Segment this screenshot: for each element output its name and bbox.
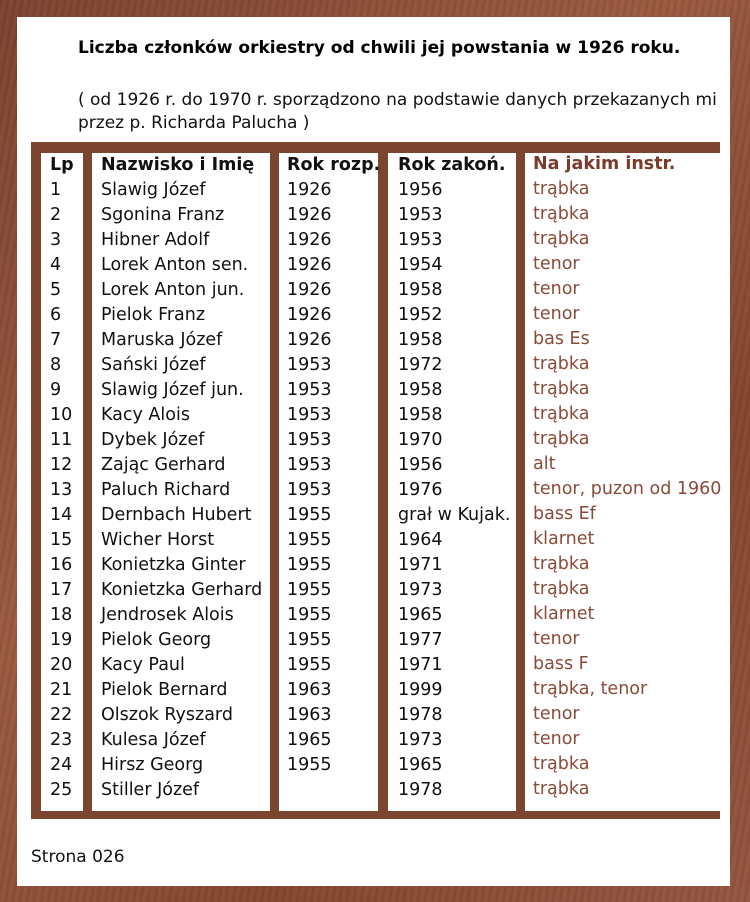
cell-name: Kulesa Józef <box>101 730 206 750</box>
cell-lp: 23 <box>50 730 73 750</box>
cell-instrument: trąbka <box>533 554 590 574</box>
cell-name: Zając Gerhard <box>101 455 226 475</box>
cell-end-year: 1965 <box>398 755 443 775</box>
cell-instrument: trąbka <box>533 179 590 199</box>
cell-lp: 3 <box>50 230 62 250</box>
cell-name: Maruska Józef <box>101 330 223 350</box>
cell-start-year: 1926 <box>287 205 332 225</box>
cell-name: Pielok Bernard <box>101 680 228 700</box>
cell-instrument: tenor <box>533 704 580 724</box>
cell-name: Dybek Józef <box>101 430 205 450</box>
cell-instrument: trąbka <box>533 779 590 799</box>
cell-end-year: 1972 <box>398 355 443 375</box>
cell-instrument: klarnet <box>533 529 595 549</box>
cell-end-year: 1953 <box>398 205 443 225</box>
cell-start-year: 1955 <box>287 655 332 675</box>
cell-end-year: 1958 <box>398 330 443 350</box>
cell-start-year: 1955 <box>287 530 332 550</box>
cell-end-year: 1956 <box>398 180 443 200</box>
cell-name: Jendrosek Alois <box>101 605 234 625</box>
cell-instrument: tenor <box>533 629 580 649</box>
cell-lp: 10 <box>50 405 73 425</box>
cell-instrument: tenor, puzon od 1960 <box>533 479 722 499</box>
header-start-year: Rok rozp. <box>287 155 381 175</box>
cell-end-year: 1973 <box>398 580 443 600</box>
cell-end-year: 1971 <box>398 555 443 575</box>
cell-name: Olszok Ryszard <box>101 705 233 725</box>
cell-end-year: 1977 <box>398 630 443 650</box>
header-lp: Lp <box>50 155 74 175</box>
cell-instrument: trąbka <box>533 754 590 774</box>
cell-end-year: 1999 <box>398 680 443 700</box>
cell-lp: 15 <box>50 530 73 550</box>
cell-instrument: klarnet <box>533 604 595 624</box>
cell-lp: 13 <box>50 480 73 500</box>
cell-end-year: 1971 <box>398 655 443 675</box>
cell-end-year: 1952 <box>398 305 443 325</box>
cell-end-year: 1964 <box>398 530 443 550</box>
cell-instrument: tenor <box>533 254 580 274</box>
cell-instrument: bas Es <box>533 329 590 349</box>
cell-instrument: trąbka <box>533 579 590 599</box>
cell-start-year: 1926 <box>287 305 332 325</box>
cell-name: Konietzka Gerhard <box>101 580 263 600</box>
cell-lp: 8 <box>50 355 62 375</box>
cell-lp: 16 <box>50 555 73 575</box>
cell-start-year: 1926 <box>287 180 332 200</box>
cell-start-year: 1953 <box>287 380 332 400</box>
cell-name: Konietzka Ginter <box>101 555 246 575</box>
cell-instrument: bass Ef <box>533 504 596 524</box>
cell-instrument: trąbka <box>533 379 590 399</box>
cell-start-year: 1953 <box>287 455 332 475</box>
header-name: Nazwisko i Imię <box>101 155 255 175</box>
header-end-year: Rok zakoń. <box>398 155 506 175</box>
cell-start-year: 1963 <box>287 680 332 700</box>
cell-start-year: 1926 <box>287 330 332 350</box>
cell-lp: 2 <box>50 205 62 225</box>
cell-end-year: 1973 <box>398 730 443 750</box>
cell-instrument: tenor <box>533 304 580 324</box>
cell-start-year: 1953 <box>287 355 332 375</box>
cell-name: Kacy Alois <box>101 405 190 425</box>
cell-start-year: 1955 <box>287 505 332 525</box>
cell-lp: 21 <box>50 680 73 700</box>
cell-lp: 25 <box>50 780 73 800</box>
cell-name: Wicher Horst <box>101 530 215 550</box>
cell-lp: 9 <box>50 380 62 400</box>
cell-start-year: 1955 <box>287 630 332 650</box>
cell-instrument: trąbka <box>533 404 590 424</box>
cell-end-year: 1956 <box>398 455 443 475</box>
cell-start-year: 1955 <box>287 605 332 625</box>
cell-lp: 17 <box>50 580 73 600</box>
cell-lp: 7 <box>50 330 62 350</box>
cell-end-year: 1978 <box>398 780 443 800</box>
cell-end-year: 1965 <box>398 605 443 625</box>
cell-name: Slawig Józef <box>101 180 206 200</box>
cell-end-year: grał w Kujak. <box>398 505 511 525</box>
cell-name: Slawig Józef jun. <box>101 380 244 400</box>
cell-lp: 5 <box>50 280 62 300</box>
cell-end-year: 1953 <box>398 230 443 250</box>
cell-instrument: trąbka <box>533 429 590 449</box>
header-instrument: Na jakim instr. <box>533 154 676 174</box>
cell-instrument: trąbka <box>533 204 590 224</box>
cell-lp: 14 <box>50 505 73 525</box>
cell-name: Pielok Franz <box>101 305 206 325</box>
cell-name: Sański Józef <box>101 355 206 375</box>
cell-lp: 19 <box>50 630 73 650</box>
cell-start-year: 1926 <box>287 255 332 275</box>
cell-start-year: 1965 <box>287 730 332 750</box>
cell-lp: 24 <box>50 755 73 775</box>
cell-instrument: tenor <box>533 729 580 749</box>
cell-end-year: 1958 <box>398 280 443 300</box>
cell-lp: 20 <box>50 655 73 675</box>
cell-end-year: 1958 <box>398 405 443 425</box>
cell-start-year: 1955 <box>287 755 332 775</box>
cell-start-year: 1953 <box>287 430 332 450</box>
cell-name: Pielok Georg <box>101 630 212 650</box>
cell-start-year: 1955 <box>287 555 332 575</box>
cell-end-year: 1954 <box>398 255 443 275</box>
cell-start-year: 1955 <box>287 580 332 600</box>
cell-instrument: trąbka <box>533 229 590 249</box>
cell-name: Dernbach Hubert <box>101 505 252 525</box>
cell-lp: 6 <box>50 305 62 325</box>
cell-lp: 1 <box>50 180 62 200</box>
cell-name: Kacy Paul <box>101 655 185 675</box>
cell-instrument: tenor <box>533 279 580 299</box>
cell-lp: 22 <box>50 705 73 725</box>
cell-start-year: 1953 <box>287 480 332 500</box>
cell-start-year: 1953 <box>287 405 332 425</box>
cell-name: Hirsz Georg <box>101 755 204 775</box>
cell-name: Stiller Józef <box>101 780 200 800</box>
cell-instrument: alt <box>533 454 556 474</box>
cell-name: Paluch Richard <box>101 480 231 500</box>
cell-lp: 4 <box>50 255 62 275</box>
cell-lp: 11 <box>50 430 73 450</box>
page-number: Strona 026 <box>31 847 125 867</box>
source-note: ( od 1926 r. do 1970 r. sporządzono na podstawie danych przekazanych mi przez p. Richarda Palucha ) <box>78 90 717 133</box>
cell-instrument: bass F <box>533 654 589 674</box>
cell-start-year: 1926 <box>287 280 332 300</box>
cell-end-year: 1970 <box>398 430 443 450</box>
cell-end-year: 1976 <box>398 480 443 500</box>
cell-name: Lorek Anton jun. <box>101 280 245 300</box>
cell-name: Sgonina Franz <box>101 205 225 225</box>
cell-lp: 18 <box>50 605 73 625</box>
cell-end-year: 1978 <box>398 705 443 725</box>
cell-name: Lorek Anton sen. <box>101 255 249 275</box>
cell-end-year: 1958 <box>398 380 443 400</box>
cell-name: Hibner Adolf <box>101 230 210 250</box>
cell-start-year: 1926 <box>287 230 332 250</box>
cell-lp: 12 <box>50 455 73 475</box>
page-title: Liczba członków orkiestry od chwili jej powstania w 1926 roku. <box>78 38 681 58</box>
cell-instrument: trąbka, tenor <box>533 679 648 699</box>
cell-start-year: 1963 <box>287 705 332 725</box>
cell-instrument: trąbka <box>533 354 590 374</box>
